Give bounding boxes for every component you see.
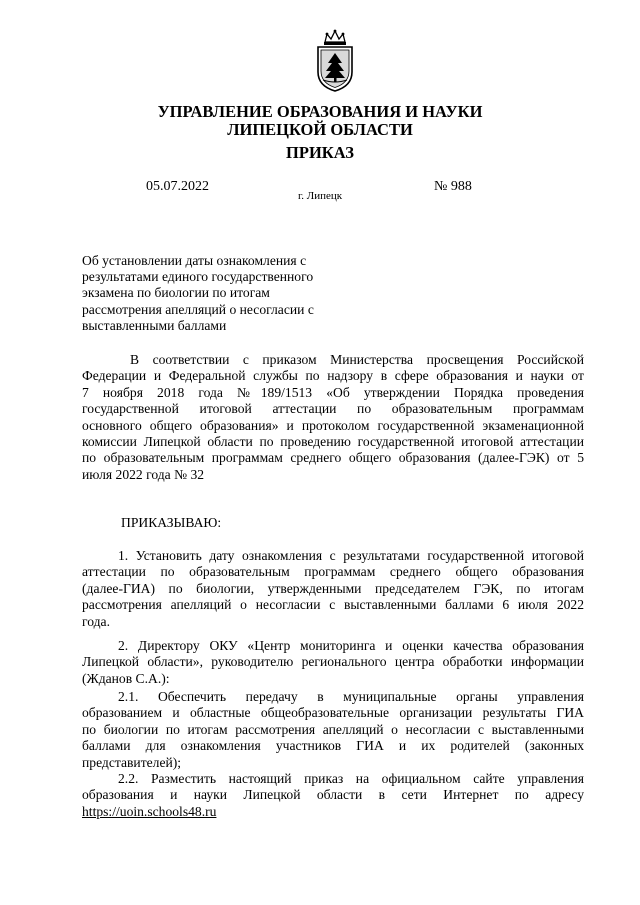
document-type: ПРИКАЗ (286, 143, 354, 162)
paragraph-line: баллами для ознакомления участников ГИА и их родителей (законных (82, 738, 584, 754)
document-number: № 988 (434, 179, 472, 194)
subject-line: рассмотрения апелляций о несогласии с (82, 301, 314, 317)
paragraph-line: образованием и областные общеобразовательные организации результаты ГИА (82, 705, 584, 721)
paragraph-line: (далее-ГИА) по биологии, утвержденными председателем ГЭК, по итогам (82, 580, 584, 596)
paragraph-line: образования и науки Липецкой области в сети Интернет по адресу (82, 787, 584, 803)
document-city: г. Липецк (298, 190, 343, 202)
document-date: 05.07.2022 (146, 179, 209, 194)
paragraph-line: 7 ноября 2018 года №189/1513 «Об утверждении Порядка проведения (82, 384, 584, 400)
coat-of-arms-emblem (313, 28, 357, 94)
paragraph-line: В соответствии с приказом Министерства просвещения Российской (130, 352, 584, 367)
subject-line: Об установлении даты ознакомления с (82, 253, 307, 268)
website-link[interactable]: https://uoin.schools48.ru (82, 803, 217, 819)
paragraph-line: 2.2. Разместить настоящий приказ на официальном сайте управления (118, 771, 584, 786)
paragraph-line: 2. Директору ОКУ «Центр мониторинга и оценки качества образования (118, 638, 584, 653)
paragraph-line: по биологии по итогам рассмотрения апелляций о несогласии с выставленными (82, 721, 584, 737)
subject-line: результатами единого государственного (82, 269, 314, 285)
organization-name-line1: УПРАВЛЕНИЕ ОБРАЗОВАНИЯ И НАУКИ (157, 102, 483, 121)
preamble-paragraph (82, 352, 584, 483)
paragraph-line: основного общего образования» и протоколом государственной экзаменационной (82, 417, 584, 433)
paragraph-line: июля 2022 года № 32 (82, 466, 205, 482)
organization-name-line2: ЛИПЕЦКОЙ ОБЛАСТИ (227, 120, 413, 139)
paragraph-line: рассмотрения апелляций о несогласии с выставленными баллами 6 июля 2022 (82, 597, 584, 613)
order-item-2-1 (82, 689, 584, 771)
order-item-1 (82, 548, 584, 630)
paragraph-line: комиссии Липецкой области по проведению государственной итоговой аттестации (82, 434, 584, 450)
paragraph-line: 2.1. Обеспечить передачу в муниципальные органы управления (118, 689, 584, 704)
paragraph-line: аттестации по образовательным программам среднего общего образования (82, 564, 584, 580)
paragraph-line: (Жданов С.А.): (82, 670, 170, 686)
subject-line: экзамена по биологии по итогам (82, 285, 270, 301)
order-heading: ПРИКАЗЫВАЮ: (121, 515, 222, 530)
paragraph-line: Федерации и Федеральной службы по надзору в сфере образования и науки от (82, 368, 584, 384)
paragraph-line: Липецкой области», руководителю регионального центра обработки информации (82, 654, 584, 670)
paragraph-line: года. (82, 613, 110, 629)
paragraph-line (82, 804, 584, 820)
paragraph-line: представителей); (82, 754, 182, 770)
paragraph-line: 1. Установить дату ознакомления с результатами государственной итоговой (118, 548, 584, 563)
paragraph-line: по образовательным программам среднего общего образования (далее-ГЭК) от 5 (82, 450, 584, 466)
order-item-2-2 (82, 771, 584, 820)
paragraph-line: государственной итоговой аттестации по образовательным программам (82, 401, 584, 417)
document-subject (82, 253, 352, 334)
subject-line: выставленными баллами (82, 317, 227, 333)
order-item-2 (82, 638, 584, 687)
